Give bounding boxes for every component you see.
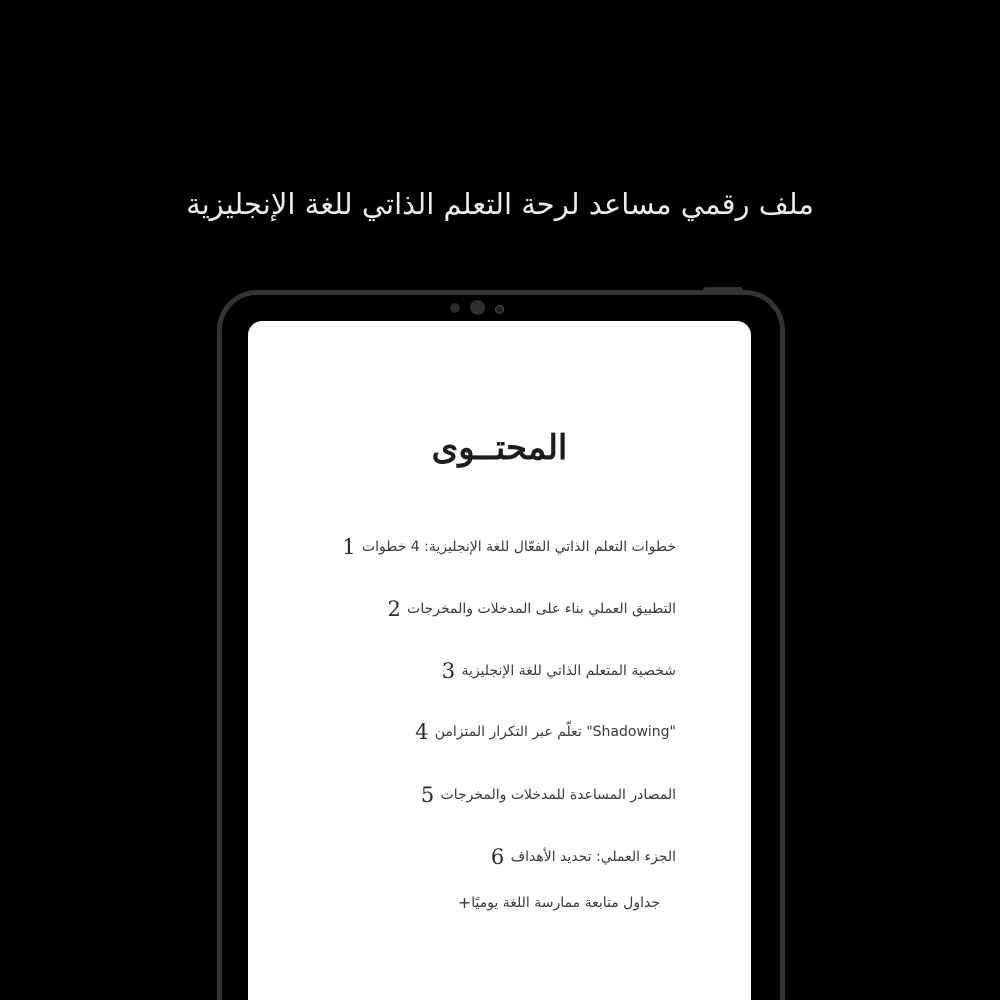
toc-item-label: شخصية المتعلم الذاتي للغة الإنجليزية	[461, 663, 676, 679]
tablet-sensor-icon	[450, 303, 460, 313]
toc-item-number: 5	[420, 783, 435, 807]
tablet-camera-icon	[470, 300, 485, 315]
toc-item-label: خطوات التعلم الذاتي الفعّال للغة الإنجليزية: 4 خطوات	[361, 539, 676, 555]
toc-item-number: 2	[387, 597, 401, 621]
toc-title: المحتــوى	[431, 428, 568, 468]
tablet-light-sensor-icon	[495, 305, 504, 314]
toc-extra-item[interactable]	[450, 893, 660, 912]
toc-item-4[interactable]	[409, 720, 690, 744]
toc-extra-label: جداول متابعة ممارسة اللغة يوميًا	[471, 894, 660, 911]
plus-icon: +	[457, 893, 472, 912]
toc-item-label: "Shadowing" تعلّم عبر التكرار المتزامن	[434, 724, 676, 740]
toc-item-number: 3	[441, 659, 456, 683]
toc-item-number: 1	[342, 535, 356, 559]
toc-item-2[interactable]	[381, 597, 690, 621]
toc-item-3[interactable]	[435, 659, 690, 683]
toc-item-label: التطبيق العملي بناء على المدخلات والمخرجات	[407, 601, 676, 617]
toc-item-label: المصادر المساعدة للمدخلات والمخرجات	[440, 787, 676, 803]
toc-item-number: 4	[415, 720, 429, 744]
toc-item-number: 6	[490, 845, 505, 869]
promo-headline: ملف رقمي مساعد لرحة التعلم الذاتي للغة الإنجليزية	[186, 187, 814, 221]
toc-item-label: الجزء العملي: تحديد الأهداف	[510, 849, 676, 865]
toc-item-5[interactable]	[415, 783, 690, 807]
toc-item-6[interactable]	[485, 845, 690, 869]
toc-item-1[interactable]	[336, 535, 690, 559]
